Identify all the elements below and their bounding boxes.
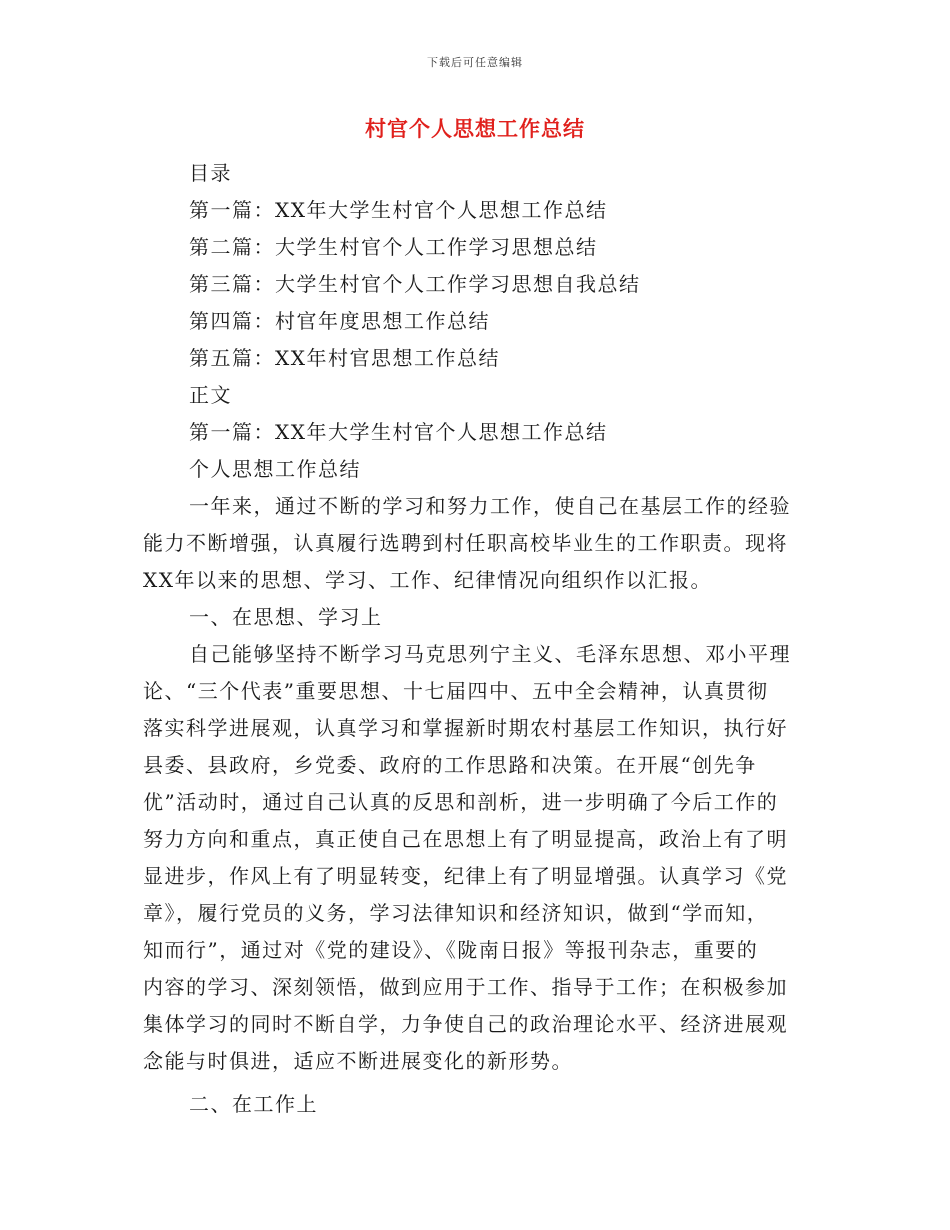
paragraph-line: 知而行”，通过对《党的建设》、《陇南日报》等报刊杂志，重要的 [143, 938, 759, 962]
paragraph-line: 努力方向和重点，真正使自己在思想上有了明显提高，政治上有了明 [143, 827, 788, 851]
paragraph-line: XX年以来的思想、学习、工作、纪律情况向组织作以汇报。 [143, 568, 712, 592]
document-body [143, 155, 803, 1123]
chapter-title: 第一篇：XX年大学生村官个人思想工作总结 [189, 420, 608, 444]
paragraph-line: 自己能够坚持不断学习马克思列宁主义、毛泽东思想、邓小平理 [189, 642, 791, 666]
paragraph-line: 落实科学进展观，认真学习和掌握新时期农村基层工作知识，执行好 [143, 716, 788, 740]
paragraph-line: 能力不断增强，认真履行选聘到村任职高校毕业生的工作职责。现将 [143, 531, 788, 555]
section-2-heading: 二、在工作上 [189, 1092, 318, 1116]
document-title: 村官个人思想工作总结 [365, 117, 585, 141]
section-1-paragraph [143, 636, 803, 1080]
toc-item-3: 第三篇：大学生村官个人工作学习思想自我总结 [189, 272, 641, 296]
paragraph-line: 县委、县政府，乡党委、政府的工作思路和决策。在开展“创先争 [143, 753, 757, 777]
toc-heading: 目录 [189, 161, 232, 185]
toc-item-1: 第一篇：XX年大学生村官个人思想工作总结 [189, 198, 608, 222]
paragraph-line: 显进步，作风上有了明显转变，纪律上有了明显增强。认真学习《党 [143, 864, 788, 888]
paragraph-line: 章》，履行党员的义务，学习法律知识和经济知识，做到“学而知， [143, 901, 769, 925]
paragraph-line: 内容的学习、深刻领悟，做到应用于工作、指导于工作；在积极参加 [143, 975, 788, 999]
paragraph-line: 优”活动时，通过自己认真的反思和剖析，进一步明确了今后工作的 [143, 790, 779, 814]
chapter-subtitle: 个人思想工作总结 [189, 457, 361, 481]
toc-item-4: 第四篇：村官年度思想工作总结 [189, 309, 490, 333]
section-1-heading: 一、在思想、学习上 [189, 605, 383, 629]
paragraph-line: 一年来，通过不断的学习和努力工作，使自己在基层工作的经验 [189, 494, 791, 518]
paragraph-line: 论、“三个代表”重要思想、十七届四中、五中全会精神，认真贯彻 [143, 679, 769, 703]
paragraph-line: 集体学习的同时不断自学，力争使自己的政治理论水平、经济进展观 [143, 1012, 788, 1036]
toc-item-2: 第二篇：大学生村官个人工作学习思想总结 [189, 235, 598, 259]
paragraph-line: 念能与时俱进，适应不断进展变化的新形势。 [143, 1049, 573, 1073]
intro-paragraph [143, 488, 803, 599]
body-heading: 正文 [189, 383, 232, 407]
toc-item-5: 第五篇：XX年村官思想工作总结 [189, 346, 500, 370]
header-note: 下载后可任意编辑 [427, 56, 523, 69]
